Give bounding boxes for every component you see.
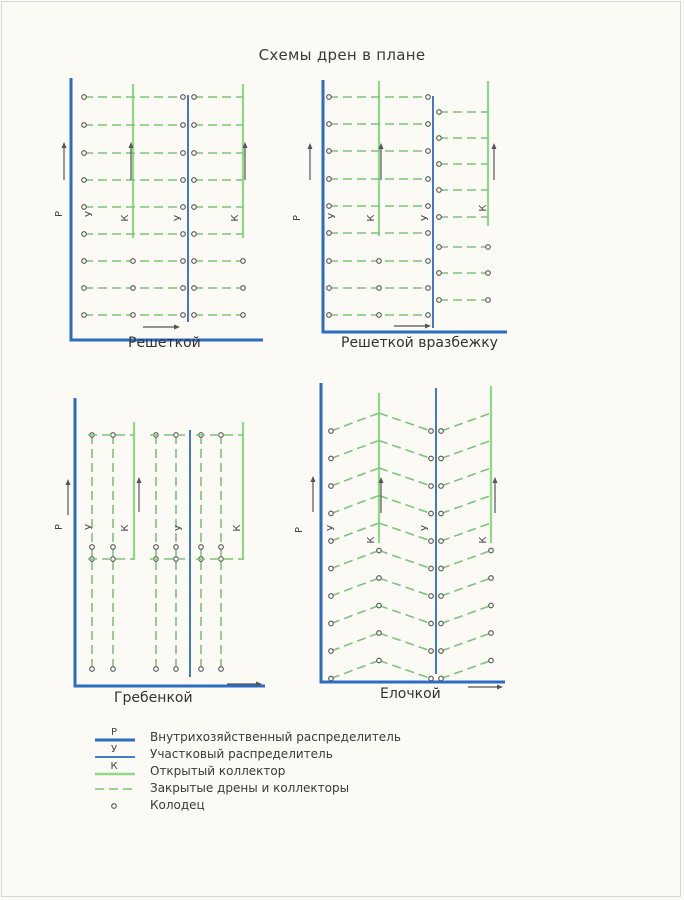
- well-icon: [429, 566, 434, 571]
- well-icon: [82, 95, 87, 100]
- well-icon: [426, 204, 431, 209]
- well-icon: [327, 122, 332, 127]
- flow-arrow-head: [493, 477, 498, 483]
- well-icon: [439, 484, 444, 489]
- well-icon: [112, 804, 117, 809]
- flow-arrow-head: [308, 143, 313, 149]
- well-icon: [192, 95, 197, 100]
- closed-drain: [441, 633, 491, 651]
- well-icon: [426, 149, 431, 154]
- well-icon: [377, 631, 382, 636]
- well-icon: [241, 313, 246, 318]
- closed-drain: [441, 661, 491, 679]
- well-icon: [429, 484, 434, 489]
- closed-drain: [331, 468, 379, 486]
- closed-drain: [379, 413, 431, 431]
- flow-arrow-head: [425, 324, 431, 329]
- closed-drain: [379, 441, 431, 459]
- well-icon: [429, 511, 434, 516]
- flow-arrow-head: [311, 476, 316, 482]
- well-icon: [241, 259, 246, 264]
- well-icon: [439, 539, 444, 544]
- closed-drain: [331, 551, 379, 569]
- well-icon: [327, 259, 332, 264]
- well-icon: [181, 259, 186, 264]
- closed-drain: [331, 578, 379, 596]
- well-icon: [192, 205, 197, 210]
- well-icon: [329, 456, 334, 461]
- closed-drain: [441, 551, 491, 569]
- well-icon: [329, 484, 334, 489]
- closed-drain: [379, 551, 431, 569]
- well-icon: [426, 177, 431, 182]
- caption-grid: Решеткой: [128, 335, 201, 351]
- well-icon: [426, 286, 431, 291]
- well-icon: [219, 667, 224, 672]
- scheme-label-collector: К: [120, 214, 131, 222]
- scheme-label-area: У: [84, 523, 95, 531]
- well-icon: [192, 123, 197, 128]
- well-icon: [426, 231, 431, 236]
- well-icon: [437, 110, 442, 115]
- closed-drain: [379, 606, 431, 624]
- well-icon: [241, 286, 246, 291]
- well-icon: [329, 429, 334, 434]
- well-icon: [131, 259, 136, 264]
- well-icon: [181, 286, 186, 291]
- well-icon: [90, 667, 95, 672]
- well-icon: [377, 286, 382, 291]
- well-icon: [192, 178, 197, 183]
- well-icon: [192, 259, 197, 264]
- well-icon: [437, 136, 442, 141]
- well-icon: [429, 456, 434, 461]
- well-icon: [181, 178, 186, 183]
- well-icon: [131, 286, 136, 291]
- well-icon: [489, 631, 494, 636]
- well-icon: [154, 545, 159, 550]
- flow-arrow-head: [62, 142, 67, 148]
- well-icon: [439, 649, 444, 654]
- well-icon: [429, 621, 434, 626]
- well-icon: [437, 162, 442, 167]
- scheme-label-area: У: [173, 214, 184, 222]
- closed-drain: [379, 661, 431, 679]
- well-icon: [489, 548, 494, 553]
- well-icon: [199, 545, 204, 550]
- well-icon: [377, 548, 382, 553]
- well-icon: [329, 676, 334, 681]
- well-icon: [181, 95, 186, 100]
- well-icon: [327, 149, 332, 154]
- closed-drain: [441, 441, 491, 459]
- caption-staggered: Решеткой вразбежку: [341, 335, 498, 351]
- well-icon: [192, 286, 197, 291]
- well-icon: [82, 259, 87, 264]
- well-icon: [439, 429, 444, 434]
- closed-drain: [379, 578, 431, 596]
- well-icon: [439, 456, 444, 461]
- well-icon: [327, 313, 332, 318]
- scheme-label-collector: К: [230, 214, 241, 222]
- well-icon: [199, 667, 204, 672]
- well-icon: [219, 557, 224, 562]
- closed-drain: [441, 496, 491, 514]
- scheme-label-main: Р: [292, 214, 303, 222]
- well-icon: [192, 151, 197, 156]
- closed-drain: [331, 413, 379, 431]
- well-icon: [82, 313, 87, 318]
- legend-text-area-distributor: Участковый распределитель: [150, 747, 333, 761]
- well-icon: [329, 621, 334, 626]
- well-icon: [489, 576, 494, 581]
- well-icon: [82, 286, 87, 291]
- well-icon: [192, 313, 197, 318]
- well-icon: [82, 205, 87, 210]
- well-icon: [486, 298, 491, 303]
- well-icon: [181, 313, 186, 318]
- well-icon: [111, 557, 116, 562]
- closed-drain: [331, 661, 379, 679]
- well-icon: [377, 603, 382, 608]
- flow-arrow-head: [174, 325, 180, 330]
- scheme-label-collector: К: [366, 214, 377, 222]
- well-icon: [327, 204, 332, 209]
- legend-symbol-0: Р: [110, 727, 118, 738]
- well-icon: [174, 545, 179, 550]
- well-icon: [437, 215, 442, 220]
- well-icon: [429, 539, 434, 544]
- well-icon: [486, 245, 491, 250]
- well-icon: [437, 245, 442, 250]
- legend-text-well: Колодец: [150, 798, 205, 812]
- legend-symbol-1: У: [110, 744, 118, 755]
- scheme-label-collector: К: [232, 524, 243, 532]
- well-icon: [426, 313, 431, 318]
- well-icon: [327, 231, 332, 236]
- well-icon: [174, 667, 179, 672]
- scheme-label-main: Р: [54, 523, 65, 531]
- scheme-label-main: Р: [54, 210, 65, 218]
- closed-drain: [379, 633, 431, 651]
- well-icon: [437, 188, 442, 193]
- flow-arrow-head: [497, 685, 503, 690]
- well-icon: [111, 433, 116, 438]
- flow-arrow-head: [66, 479, 71, 485]
- well-icon: [82, 178, 87, 183]
- well-icon: [219, 433, 224, 438]
- flow-arrow-head: [492, 143, 497, 149]
- scheme-label-main: Р: [294, 526, 305, 534]
- scheme-label-area: У: [420, 214, 431, 222]
- legend-text-main-distributor: Внутрихозяйственный распределитель: [150, 730, 401, 744]
- legend-text-closed-drains: Закрытые дрены и коллекторы: [150, 781, 350, 795]
- well-icon: [329, 511, 334, 516]
- well-icon: [439, 594, 444, 599]
- well-icon: [82, 232, 87, 237]
- well-icon: [174, 433, 179, 438]
- well-icon: [192, 232, 197, 237]
- well-icon: [219, 545, 224, 550]
- well-icon: [131, 313, 136, 318]
- well-icon: [82, 151, 87, 156]
- well-icon: [377, 658, 382, 663]
- well-icon: [327, 95, 332, 100]
- scheme-label-collector: К: [366, 536, 377, 544]
- well-icon: [329, 594, 334, 599]
- well-icon: [181, 205, 186, 210]
- scheme-label-collector: К: [120, 524, 131, 532]
- closed-drain: [331, 441, 379, 459]
- closed-drain: [331, 496, 379, 514]
- scheme-label-collector: К: [478, 536, 489, 544]
- well-icon: [181, 151, 186, 156]
- well-icon: [426, 122, 431, 127]
- caption-comb: Гребенкой: [114, 690, 193, 706]
- closed-drain: [441, 606, 491, 624]
- well-icon: [327, 177, 332, 182]
- well-icon: [437, 298, 442, 303]
- closed-drain: [379, 496, 431, 514]
- well-icon: [426, 95, 431, 100]
- page-title: Схемы дрен в плане: [258, 46, 426, 64]
- caption-herringbone: Елочкой: [380, 686, 441, 702]
- closed-drain: [441, 468, 491, 486]
- well-icon: [489, 658, 494, 663]
- scheme-label-area: У: [174, 524, 185, 532]
- well-icon: [90, 545, 95, 550]
- well-icon: [82, 123, 87, 128]
- scheme-label-area: У: [326, 524, 337, 532]
- well-icon: [486, 271, 491, 276]
- scheme-label-area: У: [84, 210, 95, 218]
- well-icon: [437, 271, 442, 276]
- well-icon: [377, 259, 382, 264]
- legend-symbol-2: К: [110, 761, 118, 772]
- well-icon: [174, 557, 179, 562]
- well-icon: [154, 667, 159, 672]
- well-icon: [429, 429, 434, 434]
- well-icon: [181, 123, 186, 128]
- closed-drain: [331, 633, 379, 651]
- well-icon: [327, 286, 332, 291]
- flow-arrow-head: [137, 477, 142, 483]
- well-icon: [111, 545, 116, 550]
- closed-drain: [441, 578, 491, 596]
- well-icon: [439, 511, 444, 516]
- well-icon: [429, 649, 434, 654]
- closed-drain: [379, 468, 431, 486]
- closed-drain: [331, 606, 379, 624]
- well-icon: [329, 649, 334, 654]
- closed-drain: [441, 413, 491, 431]
- well-icon: [439, 676, 444, 681]
- well-icon: [489, 603, 494, 608]
- well-icon: [111, 667, 116, 672]
- scheme-label-collector: К: [478, 204, 489, 212]
- well-icon: [439, 566, 444, 571]
- well-icon: [439, 621, 444, 626]
- well-icon: [181, 232, 186, 237]
- scheme-label-area: У: [420, 524, 431, 532]
- well-icon: [329, 566, 334, 571]
- well-icon: [426, 259, 431, 264]
- well-icon: [329, 539, 334, 544]
- well-icon: [377, 576, 382, 581]
- well-icon: [377, 313, 382, 318]
- scheme-label-area: У: [327, 212, 338, 220]
- legend-text-open-collector: Открытый коллектор: [150, 764, 286, 778]
- well-icon: [429, 676, 434, 681]
- well-icon: [429, 594, 434, 599]
